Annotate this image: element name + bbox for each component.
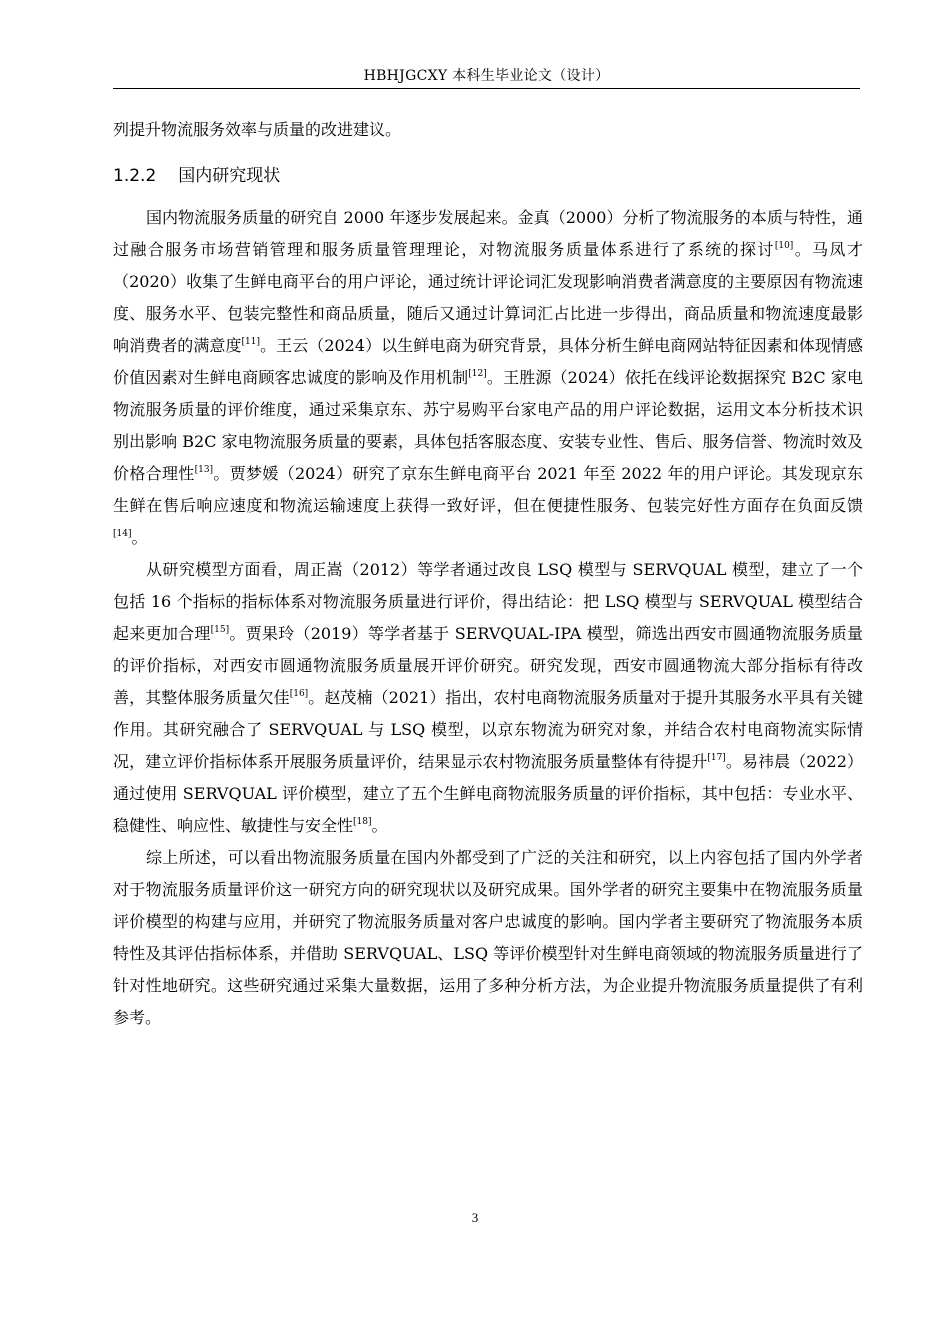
page-number: 3 <box>471 1210 479 1225</box>
citation-ref[interactable]: [18] <box>353 817 372 827</box>
text-run: 。贾果玲（2019）等学者基于 SERVQUAL-IPA 模型，筛选出西安市圆通物流服务质量的评价指标，对西安市圆通物流服务质量展开评价研究。研究发现，西安市圆通物流大部分指标有待改善，其整体服务质量欠佳 <box>113 624 863 707</box>
citation-ref[interactable]: [17] <box>707 753 726 763</box>
text-run: 。王云（2024）以生鲜电商为研究背景，具体分析生鲜电商网站特征因素和体现情感价值因素对生鲜电商顾客忠诚度的影响及作用机制 <box>113 336 863 387</box>
citation-ref[interactable]: [11] <box>241 337 260 347</box>
text-run: 。马凤才（2020）收集了生鲜电商平台的用户评论，通过统计评论词汇发现影响消费者满意度的主要原因有物流速度、服务水平、包装完整性和商品质量，随后又通过计算词汇占比进一步得出，商品质量和物流速度最影响消费者的满意度 <box>113 240 863 355</box>
citation-ref[interactable]: [13] <box>194 465 214 475</box>
text-run: 。 <box>131 528 148 547</box>
text-run: 。赵茂楠（2021）指出，农村电商物流服务质量对于提升其服务水平具有关键作用。其研究融合了 SERVQUAL 与 LSQ 模型，以京东物流为研究对象，并结合农村电商物流实际情况，建立评价指标体系开展服务质量评价，结果显示农村物流服务质量整体有待提升 <box>113 688 863 771</box>
page-body <box>113 114 863 1034</box>
citation-ref[interactable]: [12] <box>468 369 487 379</box>
paragraph-domestic-research <box>113 202 863 554</box>
paragraph-research-models <box>113 554 863 842</box>
text-run: 综上所述，可以看出物流服务质量在国内外都受到了广泛的关注和研究，以上内容包括了国内外学者对于物流服务质量评价这一研究方向的研究现状以及研究成果。国外学者的研究主要集中在物流服务质量评价模型的构建与应用，并研究了物流服务质量对客户忠诚度的影响。国内学者主要研究了物流服务本质特性及其评估指标体系，并借助 SERVQUAL、LSQ 等评价模型针对生鲜电商领域的物流服务质量进行了针对性地研究。这些研究通过采集大量数据，运用了多种分析方法，为企业提升物流服务质量提供了有利参考。 <box>113 848 863 1027</box>
paragraph-summary <box>113 842 863 1034</box>
text-run: 从研究模型方面看，周正嵩（2012）等学者通过改良 LSQ 模型与 SERVQUAL 模型，建立了一个包括 16 个指标的指标体系对物流服务质量进行评价，得出结论：把 LSQ 模型与 SERVQUAL 模型结合起来更加合理 <box>113 560 863 643</box>
citation-ref[interactable]: [15] <box>210 625 230 635</box>
running-header: HBHJGCXY 本科生毕业论文（设计） <box>363 68 610 84</box>
citation-ref[interactable]: [10] <box>774 241 794 251</box>
text-run: 。贾梦媛（2024）研究了京东生鲜电商平台 2021 年至 2022 年的用户评论。其发现京东生鲜在售后响应速度和物流运输速度上获得一致好评，但在便捷性服务、包装完好性方面存在负面反馈 <box>113 464 863 515</box>
section-title: 国内研究现状 <box>178 166 281 186</box>
section-number: 1.2.2 <box>113 166 157 186</box>
section-heading <box>113 160 863 192</box>
header-rule <box>113 88 860 89</box>
citation-ref[interactable]: [16] <box>289 689 309 699</box>
citation-ref[interactable]: [14] <box>113 529 132 539</box>
text-run: 国内物流服务质量的研究自 2000 年逐步发展起来。金真（2000）分析了物流服务的本质与特性，通过融合服务市场营销管理和服务质量管理理论，对物流服务质量体系进行了系统的探讨 <box>113 208 863 259</box>
text-run: 。 <box>371 816 388 835</box>
text-run: 。王胜源（2024）依托在线评论数据探究 B2C 家电物流服务质量的评价维度，通过采集京东、苏宁易购平台家电产品的用户评论数据，运用文本分析技术识别出影响 B2C 家电物流服务质量的要素，具体包括客服态度、安装专业性、售后、服务信誉、物流时效及价格合理性 <box>113 368 863 483</box>
intro-line: 列提升物流服务效率与质量的改进建议。 <box>113 120 402 139</box>
text-run: 。易祎晨（2022）通过使用 SERVQUAL 评价模型，建立了五个生鲜电商物流服务质量的评价指标，其中包括：专业水平、稳健性、响应性、敏捷性与安全性 <box>113 752 863 835</box>
